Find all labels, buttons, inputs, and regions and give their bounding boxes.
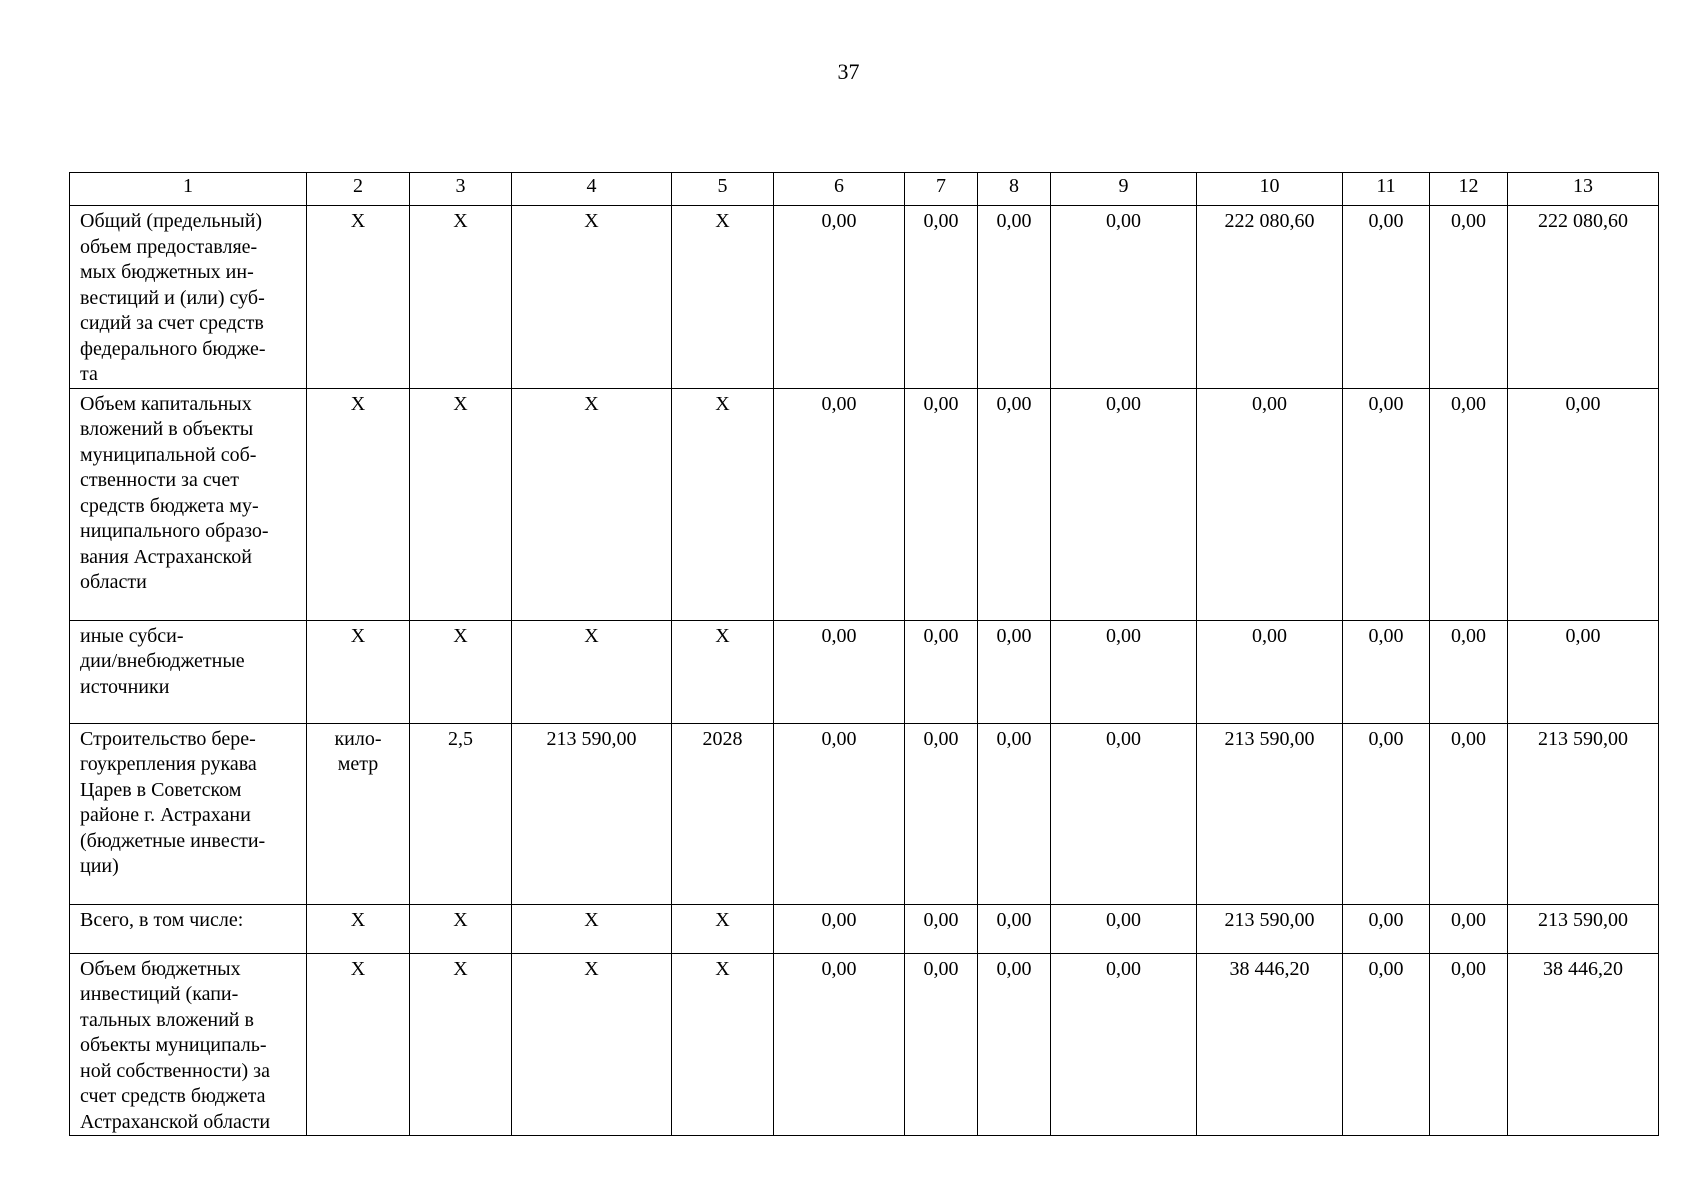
- table-cell: 0,00: [978, 620, 1051, 723]
- table-row: [70, 388, 1659, 620]
- table-cell: 0,00: [1343, 388, 1430, 620]
- table-cell: 0,00: [978, 904, 1051, 953]
- table-cell: 0,00: [1051, 388, 1197, 620]
- table-cell: 0,00: [1051, 620, 1197, 723]
- table-cell: 0,00: [905, 388, 978, 620]
- table-cell: 0,00: [1051, 723, 1197, 904]
- table-cell: 38 446,20: [1508, 953, 1659, 1136]
- table-cell: 0,00: [905, 206, 978, 389]
- table-cell: 0,00: [1197, 388, 1343, 620]
- table-cell: 0,00: [905, 620, 978, 723]
- table-cell: 0,00: [978, 723, 1051, 904]
- column-header: 6: [774, 173, 905, 206]
- table-cell: 0,00: [1430, 206, 1508, 389]
- table-cell: 0,00: [774, 206, 905, 389]
- table-cell: 213 590,00: [1508, 904, 1659, 953]
- column-header: 11: [1343, 173, 1430, 206]
- table-cell: 0,00: [1508, 620, 1659, 723]
- table-cell: Х: [512, 953, 672, 1136]
- table-cell: Х: [410, 206, 512, 389]
- table-cell: 0,00: [1430, 388, 1508, 620]
- row-label: Строительство бере- гоукрепления рукава Царев в Советском районе г. Астрахани (бюджетные инвести- ции): [70, 723, 307, 904]
- table-cell: 0,00: [1430, 953, 1508, 1136]
- row-label: Общий (предельный) объем предоставляе- мых бюджетных ин- вестиций и (или) суб- сидий за счет средств федерального бюдже- та: [70, 206, 307, 389]
- table-row: [70, 620, 1659, 723]
- page-number: 37: [837, 59, 860, 84]
- table-cell: Х: [410, 904, 512, 953]
- table-cell: 0,00: [774, 388, 905, 620]
- column-header: 2: [307, 173, 410, 206]
- table-cell: Х: [307, 388, 410, 620]
- table-cell: 0,00: [978, 953, 1051, 1136]
- column-header: 3: [410, 173, 512, 206]
- row-label: иные субси- дии/внебюджетные источники: [70, 620, 307, 723]
- table-cell: Х: [512, 904, 672, 953]
- table-cell: 0,00: [978, 206, 1051, 389]
- table-cell: Х: [410, 388, 512, 620]
- column-header: 9: [1051, 173, 1197, 206]
- table-body: [70, 173, 1659, 1136]
- column-header: 8: [978, 173, 1051, 206]
- table-cell: 0,00: [1508, 388, 1659, 620]
- table-cell: Х: [672, 388, 774, 620]
- table-cell: 0,00: [1430, 904, 1508, 953]
- column-header: 10: [1197, 173, 1343, 206]
- table-cell: Х: [410, 620, 512, 723]
- row-label: Объем капитальных вложений в объекты муниципальной соб- ственности за счет средств бюджета му- ниципального образо- вания Астраханской области: [70, 388, 307, 620]
- column-header: 4: [512, 173, 672, 206]
- table-cell: Х: [512, 620, 672, 723]
- table-row: [70, 953, 1659, 1136]
- table-cell: 0,00: [905, 904, 978, 953]
- row-label: Всего, в том числе:: [70, 904, 307, 953]
- table-cell: 0,00: [1197, 620, 1343, 723]
- table-cell: кило- метр: [307, 723, 410, 904]
- table-cell: Х: [672, 206, 774, 389]
- table-cell: Х: [672, 620, 774, 723]
- header-row: [70, 173, 1659, 206]
- table-cell: 2,5: [410, 723, 512, 904]
- table-cell: Х: [672, 904, 774, 953]
- table-cell: 0,00: [1051, 904, 1197, 953]
- table-cell: 0,00: [1343, 953, 1430, 1136]
- table-cell: 0,00: [774, 723, 905, 904]
- row-label: Объем бюджетных инвестиций (капи- тальных вложений в объекты муниципаль- ной собственности) за счет средств бюджета Астраханской области: [70, 953, 307, 1136]
- table-cell: 0,00: [1051, 953, 1197, 1136]
- column-header: 12: [1430, 173, 1508, 206]
- budget-table: [69, 172, 1659, 1136]
- table-cell: 0,00: [905, 953, 978, 1136]
- table-cell: 0,00: [774, 953, 905, 1136]
- table-cell: Х: [307, 953, 410, 1136]
- table-cell: 0,00: [1430, 620, 1508, 723]
- table-cell: 38 446,20: [1197, 953, 1343, 1136]
- table-cell: 2028: [672, 723, 774, 904]
- table-cell: Х: [307, 206, 410, 389]
- table-cell: Х: [512, 388, 672, 620]
- table-cell: Х: [512, 206, 672, 389]
- table-cell: Х: [307, 620, 410, 723]
- table-cell: 0,00: [774, 620, 905, 723]
- table-cell: 0,00: [1430, 723, 1508, 904]
- column-header: 5: [672, 173, 774, 206]
- table-cell: 0,00: [1343, 904, 1430, 953]
- table-cell: 0,00: [905, 723, 978, 904]
- table-cell: 222 080,60: [1508, 206, 1659, 389]
- table-cell: 213 590,00: [1508, 723, 1659, 904]
- table-cell: 213 590,00: [1197, 904, 1343, 953]
- column-header: 13: [1508, 173, 1659, 206]
- table-cell: Х: [410, 953, 512, 1136]
- table-cell: 0,00: [1051, 206, 1197, 389]
- table-row: [70, 206, 1659, 389]
- column-header: 1: [70, 173, 307, 206]
- table-cell: 213 590,00: [1197, 723, 1343, 904]
- table-cell: Х: [672, 953, 774, 1136]
- table-cell: 0,00: [774, 904, 905, 953]
- table-cell: 222 080,60: [1197, 206, 1343, 389]
- table-cell: 0,00: [1343, 723, 1430, 904]
- table-row: [70, 723, 1659, 904]
- table-row: [70, 904, 1659, 953]
- table-cell: Х: [307, 904, 410, 953]
- column-header: 7: [905, 173, 978, 206]
- table-cell: 213 590,00: [512, 723, 672, 904]
- table-cell: 0,00: [1343, 206, 1430, 389]
- table-cell: 0,00: [978, 388, 1051, 620]
- table-cell: 0,00: [1343, 620, 1430, 723]
